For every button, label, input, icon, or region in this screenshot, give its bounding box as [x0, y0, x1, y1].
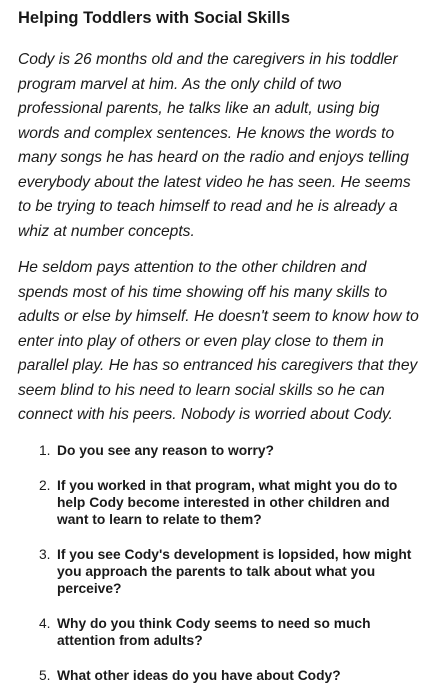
question-text: If you see Cody's development is lopsided, how might you approach the parents to talk about what you perceive? [57, 546, 412, 596]
question-text: Why do you think Cody seems to need so much attention from adults? [57, 615, 371, 648]
question-item [39, 442, 421, 459]
question-number: 4. [39, 615, 51, 631]
question-item [39, 615, 421, 649]
case-paragraph-2: He seldom pays attention to the other children and spends most of his time showing off his many skills to adults or else by himself. He doesn't seem to know how to enter into play of others or even play close to them in parallel play. He has so entranced his caregivers that they seem blind to his need to learn social skills so he can connect with his peers. Nobody is worried about Cody. [18, 259, 419, 423]
question-item [39, 667, 421, 684]
case-paragraph-1: Cody is 26 months old and the caregivers in his toddler program marvel at him. As the only child of two professional parents, he talks like an adult, using big words and complex sentences. He knows the words to many songs he has heard on the radio and enjoys telling everybody about the latest video he has seen. He seems to be trying to teach himself to read and he is already a whiz at number concepts. [18, 51, 411, 240]
document-title: Helping Toddlers with Social Skills [18, 9, 290, 27]
question-list [18, 442, 421, 684]
question-item [39, 477, 421, 528]
question-text: If you worked in that program, what might you do to help Cody become interested in other children and want to learn to relate to them? [57, 477, 398, 527]
question-number: 5. [39, 667, 51, 683]
question-item [39, 546, 421, 597]
question-text: What other ideas do you have about Cody? [57, 667, 341, 683]
question-number: 2. [39, 477, 51, 493]
question-text: Do you see any reason to worry? [57, 442, 274, 458]
question-number: 1. [39, 442, 51, 458]
question-number: 3. [39, 546, 51, 562]
